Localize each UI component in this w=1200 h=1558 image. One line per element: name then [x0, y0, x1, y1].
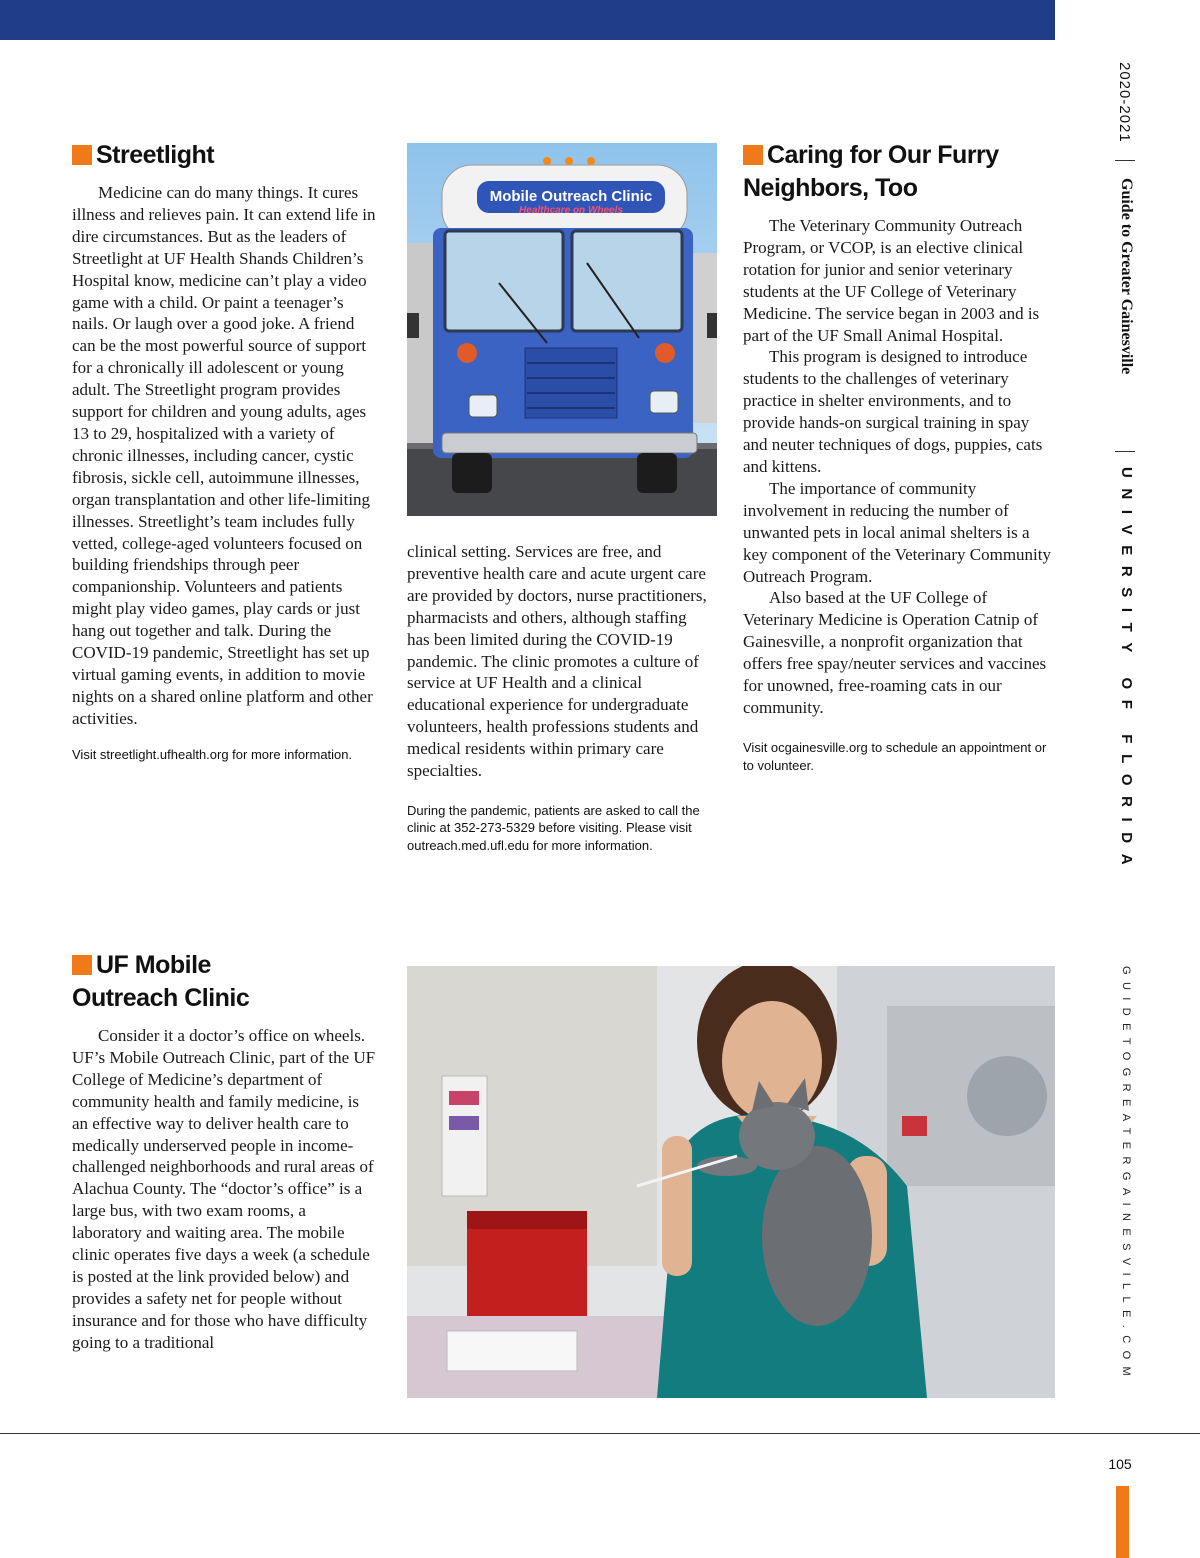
orange-square-icon: [72, 955, 92, 975]
vet-note: Visit ocgainesville.org to schedule an appointment or to volunteer.: [743, 739, 1047, 773]
mobile-clinic-section: [72, 949, 377, 1354]
bus-illustration: [407, 143, 717, 516]
mobile-clinic-note: During the pandemic, patients are asked to call the clinic at 352-273-5329 before visiting. Please visit outreach.med.ufl.edu for more information.: [407, 802, 700, 853]
streetlight-heading: Streetlight: [72, 139, 377, 172]
sidebar-divider: [1115, 451, 1135, 452]
mobile-clinic-continued: [407, 541, 712, 854]
top-banner-bar: [0, 0, 1055, 40]
sidebar-year: 2020-2021: [1116, 62, 1133, 143]
mobile-clinic-bus-photo: [407, 143, 717, 516]
streetlight-body: Medicine can do many things. It cures illness and relieves pain. It can extend life in dire circumstances. But as the leaders of Streetlight at UF Health Shands Children’s Hospital know, medicine can’t play a video game with a child. Or paint a teenager’s nails. Or laugh over a good joke. A friend can be the most powerful source of support for a chronically ill adolescent or young adult. The Streetlight program provides support for children and young adults, ages 13 to 29, hospitalized with a variety of chronic illnesses, including cancer, cystic fibrosis, sickle cell, autoimmune illnesses, organ transplantation and other life-limiting illnesses. Streetlight’s team includes fully vetted, college-aged volunteers focused on building friendships through peer companionship. Volunteers and patients might play video games, play cards or just hang out together and talk. During the COVID-19 pandemic, Streetlight has set up virtual gaming events, in addition to movie nights on a shared online platform and other activities.: [72, 183, 376, 728]
footer-accent-bar: [1116, 1486, 1129, 1558]
sidebar-divider: [1115, 160, 1135, 161]
vet-section: [743, 139, 1053, 775]
vet-body: The Veterinary Community Outreach Program, or VCOP, is an elective clinical rotation for junior and senior veterinary students at the UF College of Veterinary Medicine. The service began in 2003 and is part of the UF Small Animal Hospital. This program is designed to introduce students to the challenges of veterinary practice in shelter environments, and to provide hands-on surgical training in spay and neuter techniques of dogs, puppies, cats and kittens. The importance of community involvement in reducing the number of unwanted pets in local animal shelters is a key component of the Veterinary Community Outreach Program. Also based at the UF College of Veterinary Medicine is Operation Catnip of Gainesville, a nonprofit organization that offers free spay/neuter services and vaccines for unowned, free-roaming cats in our community.: [743, 216, 1051, 717]
vet-kitten-photo: [407, 966, 1055, 1398]
bus-sign-line2: Healthcare on Wheels: [519, 205, 623, 216]
bus-sign-line1: Mobile Outreach Clinic: [489, 188, 653, 205]
mobile-clinic-body: Consider it a doctor’s office on wheels. UF’s Mobile Outreach Clinic, part of the UF College of Medicine’s department of community health and family medicine, is an effective way to deliver health care to medically underserved people in income-challenged neighborhoods and rural areas of Alachua County. The “doctor’s office” is a large bus, with two exam rooms, a laboratory and waiting area. The mobile clinic operates five days a week (a schedule is posted at the link provided below) and provides a safety net for people without insurance and for those who have difficulty going to a traditional: [72, 1026, 376, 1352]
orange-square-icon: [743, 145, 763, 165]
orange-square-icon: [72, 145, 92, 165]
sidebar-university: UNIVERSITY OF FLORIDA: [1118, 467, 1135, 876]
vet-heading: Caring for Our Furry Neighbors, Too: [743, 141, 999, 202]
mobile-clinic-heading: UF Mobile Outreach Clinic: [72, 951, 250, 1012]
sidebar-website: GUIDETOGREATERGAINESVILLE.COM: [1120, 966, 1132, 1384]
sidebar-guide-title: Guide to Greater Gainesville: [1118, 178, 1135, 375]
page-number: 105: [1108, 1456, 1132, 1472]
mobile-clinic-body-continued: clinical setting. Services are free, and preventive health care and acute urgent care are provided by doctors, nurse practitioners, pharmacists and others, although staffing has been limited during the COVID-19 pandemic. The clinic promotes a culture of service at UF Health and a clinical educational experience for undergraduate volunteers, health professions students and medical residents within primary care specialties.: [407, 542, 707, 781]
streetlight-note: Visit streetlight.ufhealth.org for more information.: [72, 746, 353, 762]
footer-rule: [0, 1433, 1200, 1434]
vet-with-kitten-illustration: [407, 966, 1055, 1398]
streetlight-section: [72, 139, 377, 764]
